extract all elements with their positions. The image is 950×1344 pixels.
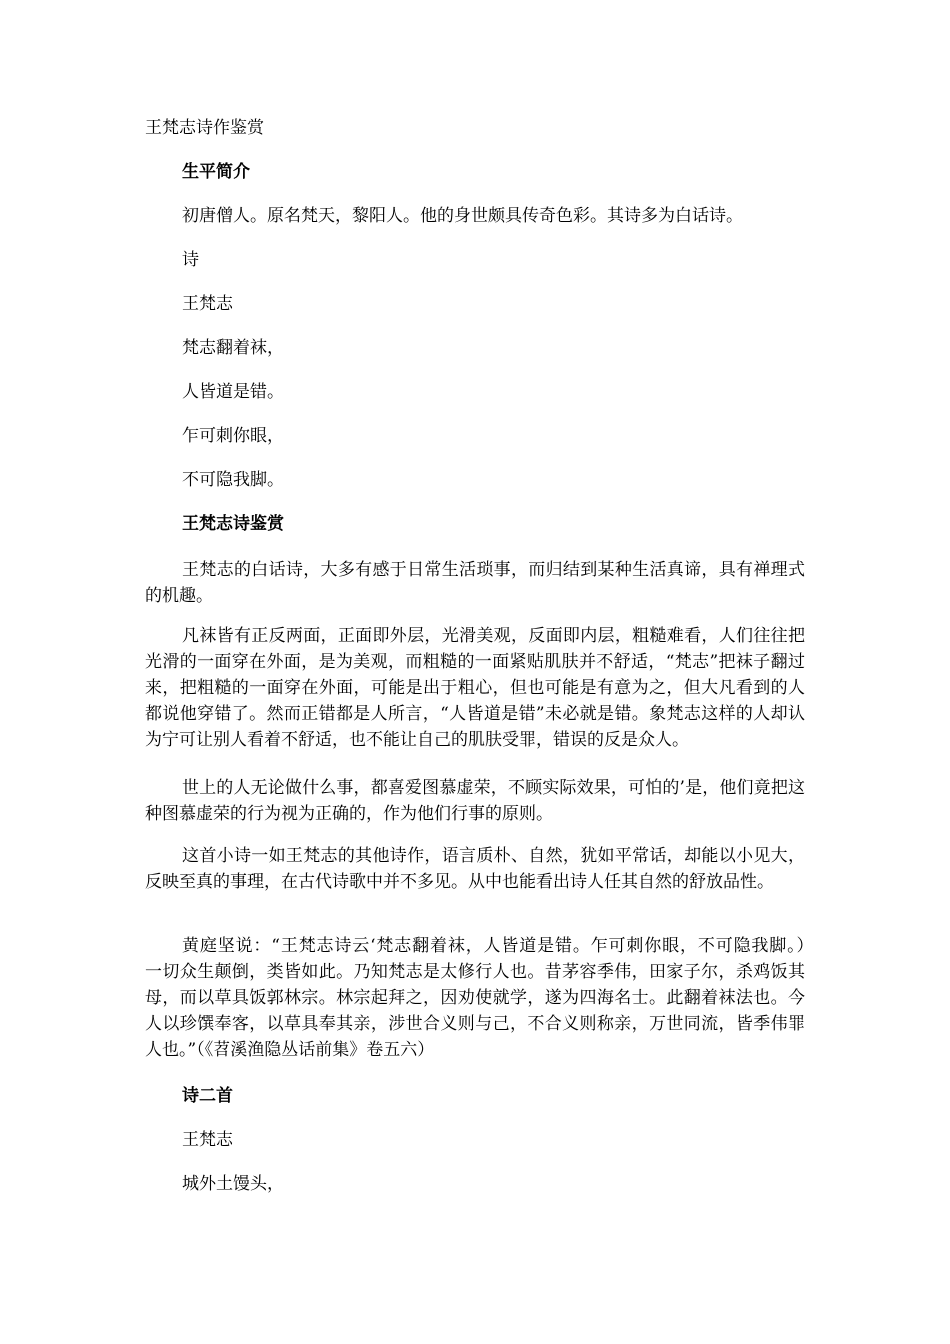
poem-author: 王梵志 — [182, 1130, 233, 1150]
section-heading-appreciation: 王梵志诗鉴赏 — [182, 514, 284, 534]
section-heading-bio: 生平简介 — [182, 162, 250, 182]
paragraph: 王梵志的白话诗，大多有感于日常生活琐事，而归结到某种生活真谛，具有禅理式的机趣。 — [145, 560, 805, 606]
paragraph: 这首小诗一如王梵志的其他诗作，语言质朴、自然，犹如平常话，却能以小见大，反映至真的事理，在古代诗歌中并不多见。从中也能看出诗人任其自然的舒放品性。 — [145, 846, 805, 892]
poem-line: 乍可刺你眼， — [182, 426, 284, 446]
paragraph: 凡袜皆有正反两面，正面即外层，光滑美观，反面即内层，粗糙难看，人们往往把光滑的一面穿在外面，是为美观，而粗糙的一面紧贴肌肤并不舒适，“梵志”把袜子翻过来，把粗糙的一面穿在外面，可能是出于粗心，但也可能是有意为之，但大凡看到的人都说他穿错了。然而正错都是人所言，“人皆道是错”未必就是错。象梵志这样的人却认为宁可让别人看着不舒适，也不能让自己的肌肤受罪，错误的反是众人。 — [145, 626, 805, 750]
paragraph: 世上的人无论做什么事，都喜爱图慕虚荣，不顾实际效果，可怕的’是，他们竟把这种图慕虚荣的行为视为正确的，作为他们行事的原则。 — [145, 778, 805, 824]
poem-line: 梵志翻着袜， — [182, 338, 284, 358]
poem-line: 城外土馒头， — [182, 1174, 284, 1194]
document-title: 王梵志诗作鉴赏 — [145, 118, 264, 138]
bio-text: 初唐僧人。原名梵天，黎阳人。他的身世颇具传奇色彩。其诗多为白话诗。 — [182, 206, 743, 226]
poem-line: 人皆道是错。 — [182, 382, 284, 402]
poem-line: 不可隐我脚。 — [182, 470, 284, 490]
paragraph: 黄庭坚说：“王梵志诗云‘梵志翻着袜，人皆道是错。乍可刺你眼，不可隐我脚。） 一切众生颠倒，类皆如此。乃知梵志是太修行人也。昔茅容季伟，田家子尔，杀鸡饭其母，而以草具饭郭林宗。林宗起拜之，因劝使就学，遂为四海名士。此翻着袜法也。今人以珍馔奉客，以草具奉其亲，涉世合义则与己，不合义则称亲，万世同流，皆季伟罪人也。”（《苕溪渔隐丛话前集》卷五六） — [145, 936, 822, 1060]
section-heading-two-poems: 诗二首 — [182, 1086, 233, 1106]
poem-author: 王梵志 — [182, 294, 233, 314]
poem-label: 诗 — [182, 250, 199, 270]
